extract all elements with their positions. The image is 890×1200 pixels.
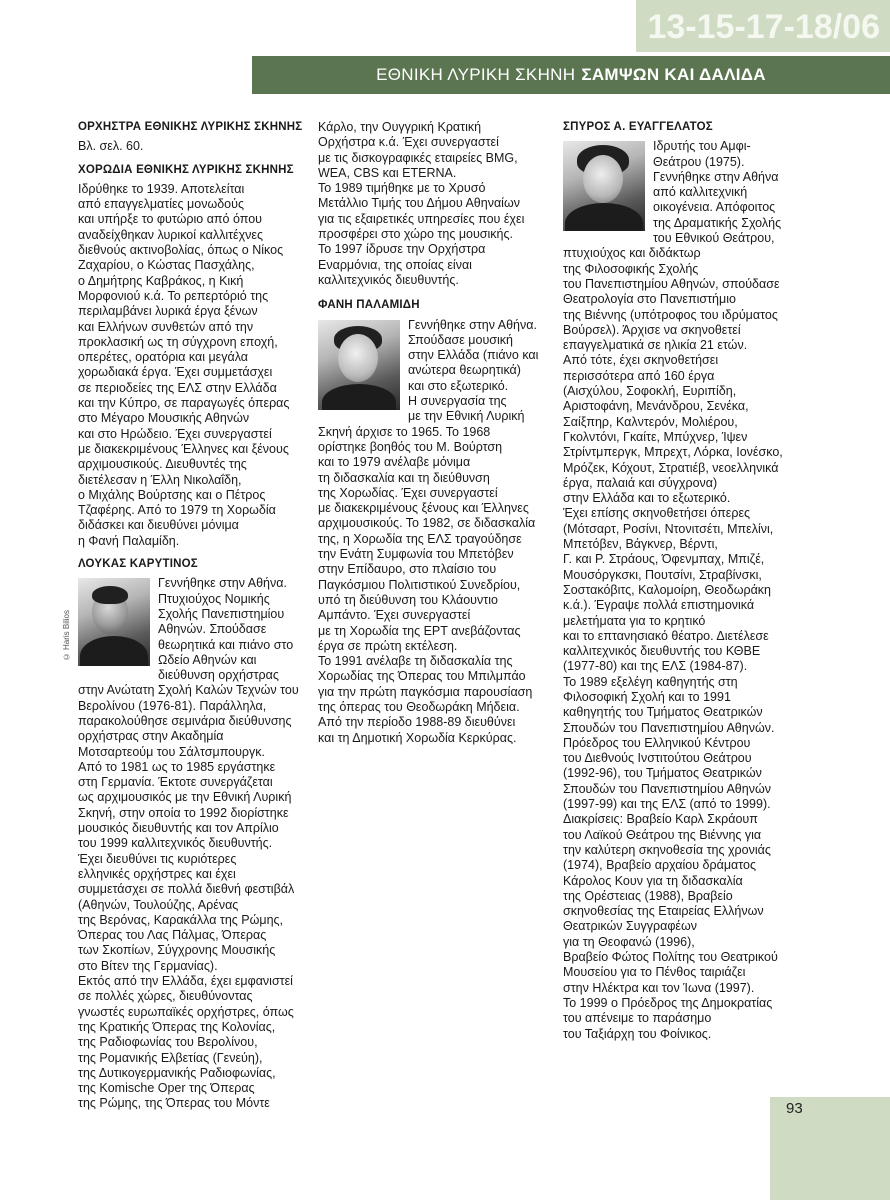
company-name: ΕΘΝΙΚΗ ΛΥΡΙΚΗ ΣΚΗΝΗ: [376, 65, 576, 84]
text-line: και στο Ηρώδειο. Έχει συνεργαστεί: [78, 426, 272, 441]
text-line: τη διδασκαλία και τη διεύθυνση: [318, 470, 490, 485]
text-line: στην Ανώτατη Σχολή Καλών Τεχνών του: [78, 683, 299, 698]
text-line: του Πανεπιστημίου Αθηνών, σπούδασε: [563, 276, 780, 291]
text-line: της Ρομανικής Ελβετίας (Γενεύη),: [78, 1050, 263, 1065]
text-line: πτυχιούχος και διδάκτωρ: [563, 246, 701, 261]
text-line: Έχει επίσης σκηνοθετήσει όπερες: [563, 506, 751, 521]
text-line: της, η Χορωδία της ΕΛΣ τραγούδησε: [318, 531, 522, 546]
text-line: διδάσκει και διευθύνει μόνιμα: [78, 518, 239, 533]
text-line: του Λαϊκού Θεάτρου της Βιέννης για: [563, 827, 762, 842]
text-line: Ιδρυτής του Αμφι-: [653, 139, 751, 154]
text-line: της Κρατικής Όπερας της Κολονίας,: [78, 1019, 276, 1034]
text-line: έργα σε πρώτη εκτέλεση.: [318, 638, 458, 653]
text-line: και υπήρξε το φυτώριο από όπου: [78, 212, 262, 227]
orchestra-text: [78, 139, 310, 154]
text-line: καλλιτεχνικός διευθυντής του ΚΘΒΕ: [563, 644, 761, 659]
text-line: ελληνικές ορχήστρες και έχει: [78, 866, 236, 881]
text-line: και τη Δημοτική Χορωδία Κερκύρας.: [318, 730, 517, 745]
evangelatos-section: [563, 120, 825, 1042]
text-line: και στο εξωτερικό.: [408, 378, 509, 393]
text-line: της Βιέννης (υπότροφος του ιδρύματος: [563, 307, 778, 322]
karytinos-photo: [78, 578, 150, 666]
evangelatos-photo: [563, 141, 645, 231]
text-line: του Ταξιάρχη του Φοίνικος.: [563, 1026, 712, 1041]
text-line: την Ενάτη Συμφωνία του Μπετόβεν: [318, 547, 514, 562]
text-line: Το 1989 τιμήθηκε με το Χρυσό: [318, 181, 486, 196]
date-banner: [636, 0, 890, 52]
text-line: (1992-96), του Τμήματος Θεατρικών: [563, 766, 762, 781]
text-line: Γεννήθηκε στην Αθήνα.: [408, 317, 537, 332]
text-line: Αθηνών. Σπούδασε: [158, 622, 267, 637]
evangelatos-heading: ΣΠΥΡΟΣ Α. ΕΥΑΓΓΕΛΑΤΟΣ: [563, 121, 713, 133]
column-1: [78, 120, 310, 1120]
text-line: του Διεθνούς Ινστιτούτου Θεάτρου: [563, 751, 752, 766]
text-line: Τζαφέρης. Από το 1979 τη Χορωδία: [78, 503, 276, 518]
page-number: 93: [786, 1100, 803, 1117]
text-line: Σπούδασε μουσική: [408, 332, 513, 347]
text-line: Ιδρύθηκε το 1939. Αποτελείται: [78, 181, 245, 196]
text-line: καθηγητής του Τμήματος Θεατρικών: [563, 705, 763, 720]
production-name: ΣΑΜΨΩΝ ΚΑΙ ΔΑΛΙΔΑ: [581, 65, 766, 84]
text-line: με διακεκριμένους ξένους και Έλληνες: [318, 501, 529, 516]
text-line: Η συνεργασία της: [408, 394, 507, 409]
text-line: ως αρχιμουσικός με την Εθνική Λυρική: [78, 790, 292, 805]
text-line: επαγγελματικά σε ηλικία 21 ετών.: [563, 338, 748, 353]
text-line: για την πρώτη παγκόσμια παρουσίαση: [318, 684, 533, 699]
text-line: με τη Χορωδία της ΕΡΤ ανεβάζοντας: [318, 623, 521, 638]
text-line: περιλαμβάνει λυρικά έργα ξένων: [78, 304, 258, 319]
text-line: Ζαχαρίου, ο Κώστας Πασχάλης,: [78, 258, 255, 273]
text-line: Το 1997 ίδρυσε την Ορχήστρα: [318, 242, 486, 257]
text-line: και το επτανησιακό θέατρο. Διετέλεσε: [563, 628, 769, 643]
text-line: Μετάλλιο Τιμής του Δήμου Αθηναίων: [318, 196, 520, 211]
text-line: ορχήστρας στην Ακαδημία: [78, 729, 224, 744]
text-line: της Βερόνας, Καρακάλλα της Ρώμης,: [78, 912, 284, 927]
text-line: με την Εθνική Λυρική: [408, 409, 525, 424]
text-line: Πτυχιούχος Νομικής: [158, 591, 270, 606]
text-line: (1974), Βραβείο αρχαίου δράματος: [563, 858, 757, 873]
production-title-bar: [252, 56, 890, 94]
palamidi-heading: ΦΑΝΗ ΠΑΛΑΜΙΔΗ: [318, 299, 420, 312]
text-line: Αμπάντο. Έχει συνεργαστεί: [318, 608, 471, 623]
text-line: ο Δημήτρης Καβράκος, η Κική: [78, 273, 244, 288]
text-line: Μπετόβεν, Βάγκνερ, Βέρντι,: [563, 537, 718, 552]
text-line: της Φιλοσοφικής Σχολής: [563, 261, 699, 276]
text-line: (1977-80) και της ΕΛΣ (1984-87).: [563, 659, 748, 674]
karytinos-continued-text: [318, 120, 550, 288]
text-line: Παγκόσμιου Πολιτιστικού Συνεδρίου,: [318, 577, 521, 592]
column-2: [318, 120, 550, 754]
text-line: των Σκοπίων, Σύγχρονης Μουσικής: [78, 943, 276, 958]
text-line: του Εθνικού Θεάτρου,: [653, 231, 775, 246]
text-line: Εναρμόνια, της οποίας είναι: [318, 257, 472, 272]
text-line: ο Μιχάλης Βούρτσης και ο Πέτρος: [78, 487, 266, 502]
text-line: με τις δισκογραφικές εταιρείες BMG,: [318, 150, 518, 165]
text-line: Σκηνή, στην οποία το 1992 διορίστηκε: [78, 805, 289, 820]
text-line: Σπουδών του Πανεπιστημίου Αθηνών: [563, 781, 771, 796]
text-line: υπό τη διεύθυνση του Κλάουντιο: [318, 592, 498, 607]
text-line: καλλιτεχνικός διευθυντής.: [318, 272, 459, 287]
text-line: Μοτσαρτεούμ του Σάλτσμπουργκ.: [78, 744, 266, 759]
text-line: (Μότσαρτ, Ροσίνι, Ντονιτσέτι, Μπελίνι,: [563, 521, 774, 536]
text-line: Κάρολος Κουν για τη διδασκαλία: [563, 873, 743, 888]
text-line: οπερέτες, ορατόρια και μεγάλα: [78, 350, 249, 365]
text-line: Βραβείο Φώτος Πολίτης του Θεατρικού: [563, 950, 778, 965]
text-line: η Φανή Παλαμίδη.: [78, 533, 180, 548]
text-line: Θεατρολογία στο Πανεπιστήμιο: [563, 292, 736, 307]
text-line: οικογένεια. Απόφοιτος: [653, 200, 776, 215]
text-line: Σοστακόβιτς, Καλομοίρη, Θεοδωράκη: [563, 582, 771, 597]
photo-credit: © Haris Bilios: [62, 610, 71, 662]
text-line: της Ρώμης, της Όπερας του Μόντε: [78, 1096, 270, 1111]
text-line: και το 1979 ανέλαβε μόνιμα: [318, 455, 471, 470]
text-line: Ορχήστρα κ.ά. Έχει συνεργαστεί: [318, 135, 499, 150]
text-line: (Αθηνών, Τουλούζης, Αρένας: [78, 897, 239, 912]
column-3: [563, 120, 825, 1050]
choir-section: [78, 163, 310, 549]
text-line: από επαγγελματίες μονωδούς: [78, 197, 244, 212]
text-line: Από το 1981 ως το 1985 εργάστηκε: [78, 759, 276, 774]
orchestra-section: [78, 120, 310, 155]
text-line: και την Κύπρο, σε παραγωγές όπερας: [78, 396, 290, 411]
text-line: σε περιοδείες της ΕΛΣ στην Ελλάδα: [78, 380, 277, 395]
text-line: Όπερας του Λας Πάλμας, Όπερας: [78, 928, 267, 943]
karytinos-heading: ΛΟΥΚΑΣ ΚΑΡΥΤΙΝΟΣ: [78, 558, 198, 571]
text-line: θεωρητικά και πιάνο στο: [158, 637, 294, 652]
text-line: Θεατρικών Συγγραφέων: [563, 919, 698, 934]
text-line: για τις εξαιρετικές υπηρεσίες που έχει: [318, 211, 525, 226]
text-line: Ωδείο Αθηνών και: [158, 652, 257, 667]
text-line: Σαίξπηρ, Καλντερόν, Μολιέρου,: [563, 414, 738, 429]
text-line: της Χορωδίας. Έχει συνεργαστεί: [318, 485, 498, 500]
text-line: μελετήματα για το κρητικό: [563, 613, 706, 628]
text-line: διετέλεσαν η Έλλη Νικολαΐδη,: [78, 472, 242, 487]
text-line: της όπερας του Θεοδωράκη Μήδεια.: [318, 699, 520, 714]
text-line: στην Επίδαυρο, στο πλαίσιο του: [318, 562, 497, 577]
performance-dates: 13-15-17-18/06: [647, 8, 880, 46]
text-line: σκηνοθεσίας της Εταιρείας Ελλήνων: [563, 904, 764, 919]
karytinos-continued: [318, 120, 550, 288]
text-line: σε πολλές χώρες, διευθύνοντας: [78, 989, 253, 1004]
text-line: συμμετάσχει σε πολλά διεθνή φεστιβάλ: [78, 882, 295, 897]
text-line: χορωδιακά έργα. Έχει συμμετάσχει: [78, 365, 273, 380]
text-line: αρχιμουσικούς. Διευθυντές της: [78, 457, 247, 472]
text-line: της Δυτικογερμανικής Ραδιοφωνίας,: [78, 1065, 276, 1080]
text-line: Στρίντμπεργκ, Μπρεχτ, Λόρκα, Ιονέσκο,: [563, 445, 783, 460]
text-line: Φιλοσοφική Σχολή και το 1991: [563, 689, 731, 704]
text-line: στη Γερμανία. Έκτοτε συνεργάζεται: [78, 775, 273, 790]
text-line: Το 1999 ο Πρόεδρος της Δημοκρατίας: [563, 995, 773, 1010]
text-line: Σκηνή άρχισε το 1965. Το 1968: [318, 424, 491, 439]
text-line: της Δραματικής Σχολής: [653, 215, 782, 230]
palamidi-section: [318, 298, 550, 746]
text-line: μουσικός διευθυντής και τον Απρίλιο: [78, 821, 279, 836]
text-line: από καλλιτεχνική: [653, 185, 748, 200]
text-line: διεύθυνση ορχήστρας: [158, 668, 279, 683]
text-line: για τη Θεοφανώ (1996),: [563, 934, 695, 949]
text-line: με διακεκριμένους Έλληνες και ξένους: [78, 441, 289, 456]
text-line: Σπουδών του Πανεπιστημίου Αθηνών.: [563, 720, 775, 735]
text-line: Αριστοφάνη, Μενάνδρου, Σενέκα,: [563, 399, 749, 414]
text-line: έργα, παλαιά και σύγχρονα): [563, 475, 718, 490]
text-line: Σχολής Πανεπιστημίου: [158, 606, 285, 621]
text-line: του απένειμε το παράσημο: [563, 1011, 712, 1026]
choir-heading: ΧΟΡΩΔΙΑ ΕΘΝΙΚΗΣ ΛΥΡΙΚΗΣ ΣΚΗΝΗΣ: [78, 163, 294, 176]
text-line: Μουσείου για το Πένθος ταιριάζει: [563, 965, 746, 980]
evangelatos-text: [563, 139, 825, 1042]
text-line: WEA, CBS και ETERNA.: [318, 165, 457, 180]
text-line: παρακολούθησε σεμινάρια διεύθυνσης: [78, 713, 292, 728]
text-line: Μορφονιού κ.ά. Το ρεπερτόριό της: [78, 288, 269, 303]
text-line: Γ. και Ρ. Στράους, Όφενμπαχ, Μπιζέ,: [563, 552, 765, 567]
text-line: της Komische Oper της Όπερας: [78, 1081, 255, 1096]
text-line: Εκτός από την Ελλάδα, έχει εμφανιστεί: [78, 974, 293, 989]
text-line: Από τότε, έχει σκηνοθετήσει: [563, 353, 719, 368]
text-line: στο Μέγαρο Μουσικής Αθηνών: [78, 411, 250, 426]
text-line: Γκολντόνι, Γκαίτε, Μπύχνερ, Ίψεν: [563, 429, 748, 444]
text-line: προκλασική ως τη σύγχρονη εποχή,: [78, 334, 278, 349]
text-line: της Ραδιοφωνίας του Βερολίνου,: [78, 1035, 258, 1050]
karytinos-section: [78, 557, 310, 1112]
choir-text: [78, 182, 310, 549]
text-line: διεθνούς ακτινοβολίας, όπως ο Νίκος: [78, 243, 284, 258]
text-line: και Ελλήνων συνθετών από την: [78, 319, 254, 334]
text-line: στην Ελλάδα (πιάνο και: [408, 348, 539, 363]
text-line: Βούρσελ). Άρχισε να σκηνοθετεί: [563, 322, 741, 337]
text-line: Βερολίνου (1976-81). Παράλληλα,: [78, 698, 267, 713]
text-line: περισσότερα από 160 έργα: [563, 368, 715, 383]
text-line: Κάρλο, την Ουγγρική Κρατική: [318, 120, 482, 134]
text-line: της Ορέστειας (1988), Βραβείο: [563, 888, 733, 903]
text-line: αρχιμουσικούς. Το 1982, σε διδασκαλία: [318, 516, 536, 531]
text-line: γνωστές ευρωπαϊκές ορχήστρες, όπως: [78, 1004, 294, 1019]
text-line: (Αισχύλου, Σοφοκλή, Ευριπίδη,: [563, 384, 737, 399]
text-line: στο Βίτεν της Γερμανίας).: [78, 958, 218, 973]
text-line: Πρόεδρος του Ελληνικού Κέντρου: [563, 735, 751, 750]
text-line: Χορωδίας της Όπερας του Μπιλμπάο: [318, 669, 526, 684]
text-line: Θεάτρου (1975).: [653, 154, 745, 169]
text-line: ορίστηκε βοηθός του Μ. Βούρτση: [318, 439, 503, 454]
text-line: Βλ. σελ. 60.: [78, 139, 144, 154]
text-line: Μουσόργκσκι, Πουτσίνι, Στραβίνσκι,: [563, 567, 762, 582]
text-line: Διακρίσεις: Βραβείο Καρλ Σκράουπ: [563, 812, 758, 827]
text-line: Γεννήθηκε στην Αθήνα: [653, 169, 779, 184]
text-line: κ.ά.). Έγραψε πολλά επιστημονικά: [563, 598, 755, 613]
text-line: ανώτερα θεωρητικά): [408, 363, 521, 378]
text-line: στην Ελλάδα και το εξωτερικό.: [563, 491, 731, 506]
text-line: Από την περίοδο 1988-89 διευθύνει: [318, 715, 516, 730]
text-line: Το 1989 εξελέγη καθηγητής στη: [563, 674, 738, 689]
text-line: Γεννήθηκε στην Αθήνα.: [158, 576, 287, 591]
text-line: (1997-99) και της ΕΛΣ (από το 1999).: [563, 797, 771, 812]
palamidi-photo: [318, 320, 400, 410]
text-line: Το 1991 ανέλαβε τη διδασκαλία της: [318, 654, 513, 669]
text-line: του 1999 καλλιτεχνικός διευθυντής.: [78, 836, 273, 851]
text-line: Έχει διευθύνει τις κυριότερες: [78, 851, 237, 866]
text-line: αναδείχθηκαν λυρικοί καλλιτέχνες: [78, 227, 264, 242]
orchestra-heading: ΟΡΧΗΣΤΡΑ ΕΘΝΙΚΗΣ ΛΥΡΙΚΗΣ ΣΚΗΝΗΣ: [78, 121, 303, 133]
text-line: την καλύτερη σκηνοθεσία της χρονιάς: [563, 842, 771, 857]
text-line: στην Ηλέκτρα και τον Ίωνα (1997).: [563, 980, 755, 995]
text-line: Μρόζεκ, Κόχουτ, Στρατιέβ, νεοελληνικά: [563, 460, 779, 475]
text-line: προσφέρει στο χώρο της μουσικής.: [318, 227, 514, 242]
